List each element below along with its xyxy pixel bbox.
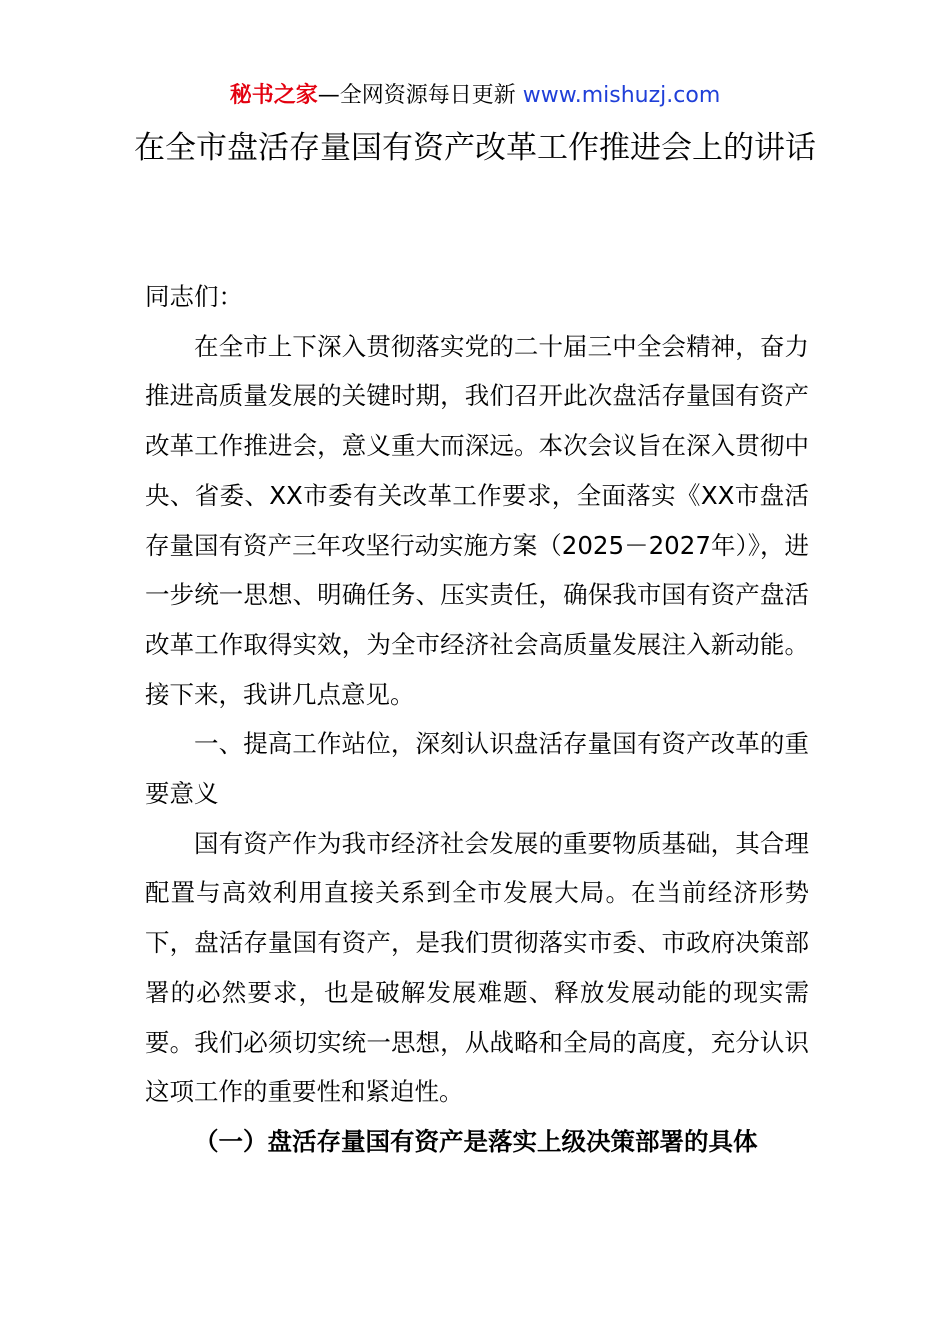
brand-name: 秘书之家 [229,83,318,108]
sub-heading: （一）盘活存量国有资产是落实上级决策部署的具体 [194,1126,758,1156]
body-paragraph: 在全市上下深入贯彻落实党的二十届三中全会精神，奋力推进高质量发展的关键时期，我们召开此次盘活存量国有资产改革工作推进会，意义重大而深远。本次会议旨在深入贯彻中央、省委、XX市委有关改革工作要求，全面落实《XX市盘活存量国有资产三年攻坚行动实施方案（2025－2027年）》，进一步统一思想、明确任务、压实责任，确保我市国有资产盘活改革工作取得实效，为全市经济社会高质量发展注入新动能。接下来，我讲几点意见。 [145,331,809,709]
body-paragraph: 国有资产作为我市经济社会发展的重要物质基础，其合理配置与高效利用直接关系到全市发展大局。在当前经济形势下，盘活存量国有资产，是我们贯彻落实市委、市政府决策部署的必然要求，也是破解发展难题、释放发展动能的现实需要。我们必须切实统一思想，从战略和全局的高度，充分认识这项工作的重要性和紧迫性。 [145,828,809,1107]
document-body [145,272,809,1167]
section-heading: 一、提高工作站位，深刻认识盘活存量国有资产改革的重要意义 [145,729,809,809]
document-title: 在全市盘活存量国有资产改革工作推进会上的讲话 [134,130,816,166]
site-header [0,80,950,112]
site-url-link[interactable]: www.mishuzj.com [522,83,721,108]
salutation: 同志们： [145,282,243,311]
header-tagline: —全网资源每日更新 [317,83,523,108]
